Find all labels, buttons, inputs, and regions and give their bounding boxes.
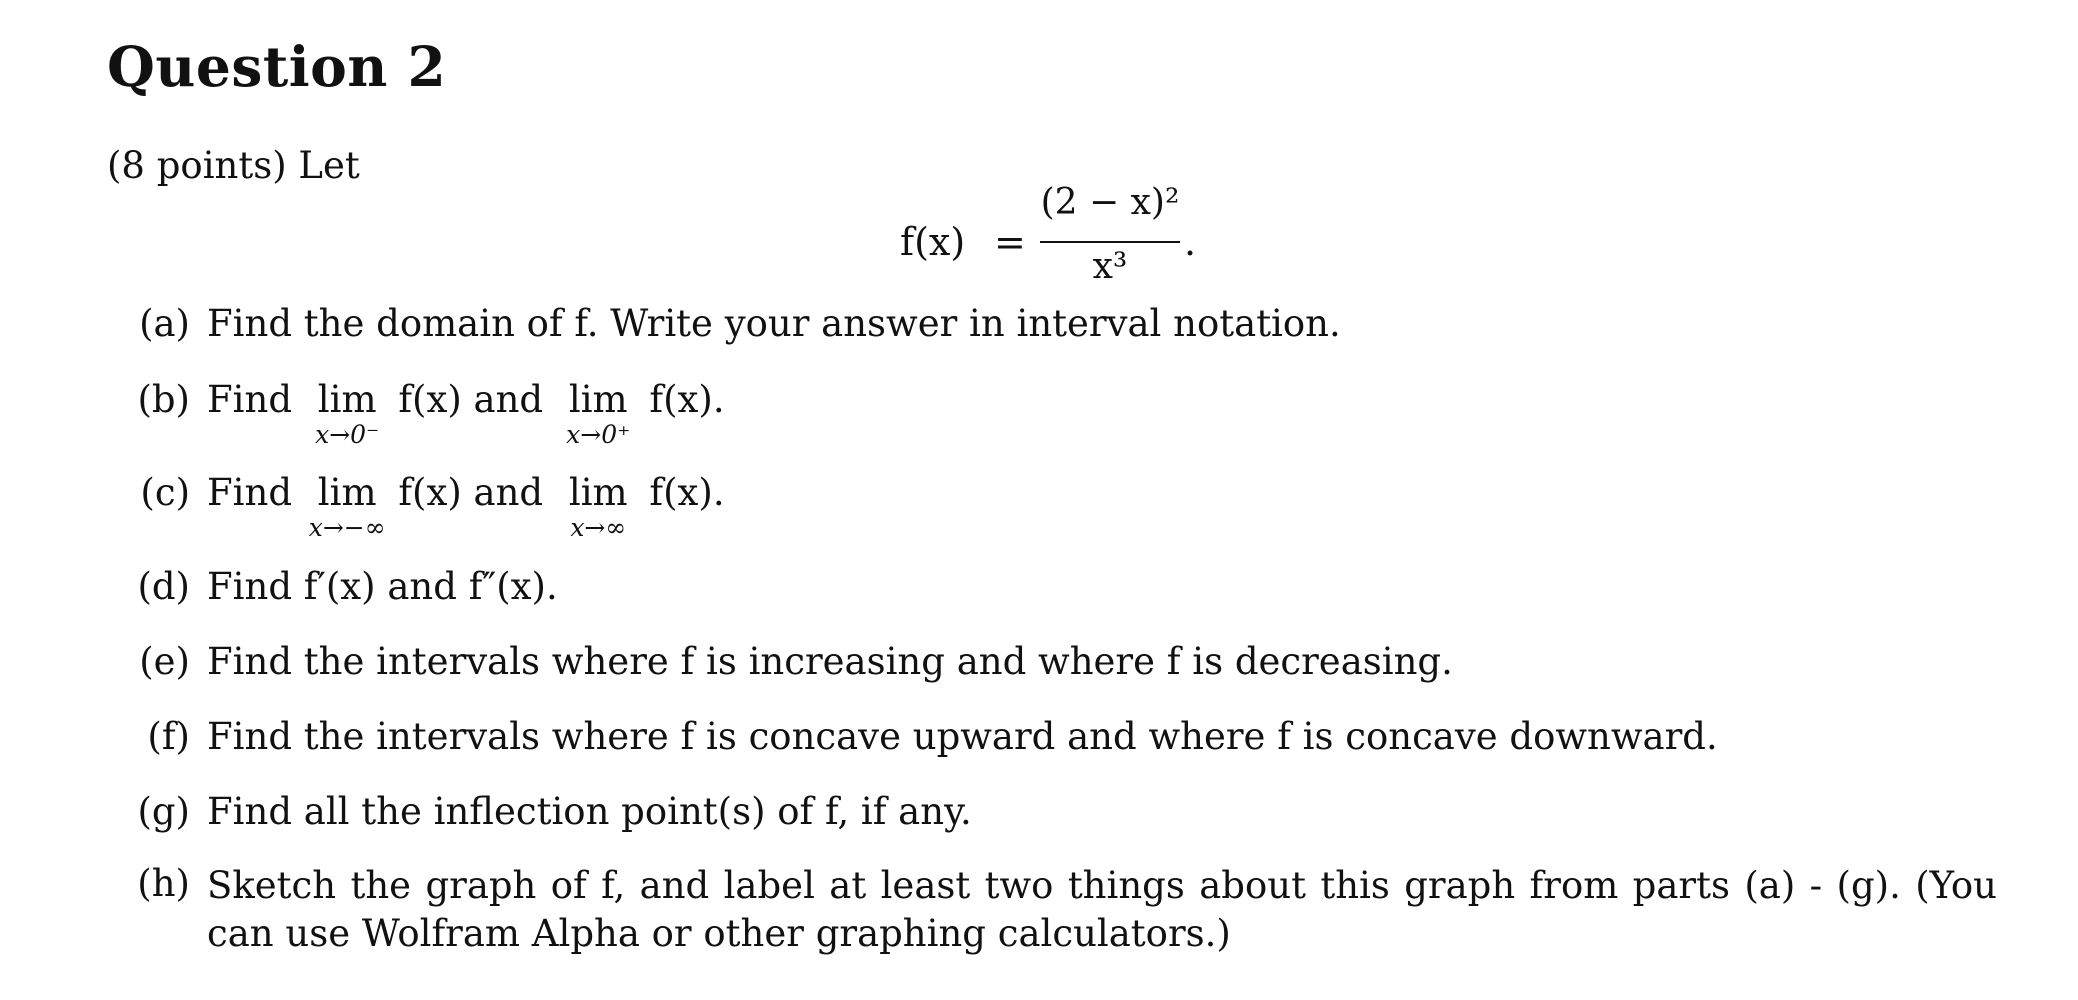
function-equation <box>900 182 1220 288</box>
item-prefix: Find <box>207 471 293 514</box>
limit-expression <box>568 471 628 542</box>
item-prefix: Find <box>207 378 293 421</box>
equation-equals: = <box>994 220 1026 264</box>
item-label: (e) <box>139 640 190 683</box>
item-label: (h) <box>137 862 190 905</box>
item-end: f(x). <box>649 471 725 514</box>
item-label: (b) <box>137 378 190 421</box>
limit-word: lim <box>568 378 628 421</box>
limit-word: lim <box>568 471 628 514</box>
question-intro: (8 points) Let <box>107 144 360 187</box>
item-label: (f) <box>147 715 190 758</box>
item-label: (c) <box>140 471 190 514</box>
equation-denominator: x³ <box>1092 246 1128 287</box>
limit-word: lim <box>317 471 377 514</box>
item-middle: f(x) and <box>398 471 544 514</box>
limit-subscript: x→−∞ <box>308 513 386 542</box>
item-text: Sketch the graph of f, and label at least two things about this graph from parts (a) - (g). (You can use Wolfram Alpha or other graphing calculators.) <box>207 864 1997 955</box>
item-text <box>207 378 725 449</box>
item-text: Find all the inflection point(s) of f, if any. <box>207 790 972 833</box>
limit-word: lim <box>317 378 377 421</box>
equation-period: . <box>1184 220 1197 264</box>
item-text: Find f′(x) and f″(x). <box>207 565 558 608</box>
item-middle: f(x) and <box>398 378 544 421</box>
limit-subscript: x→∞ <box>570 513 627 542</box>
question-heading: Question 2 <box>107 34 447 99</box>
equation-lhs: f(x) <box>900 220 966 264</box>
item-text: Find the intervals where f is increasing and where f is decreasing. <box>207 640 1453 683</box>
item-label: (g) <box>137 790 190 833</box>
limit-expression <box>315 378 380 449</box>
limit-expression <box>566 378 631 449</box>
equation-numerator: (2 − x)² <box>1040 182 1180 223</box>
item-text: Find the intervals where f is concave upward and where f is concave downward. <box>207 715 1718 758</box>
fraction-bar <box>1040 241 1180 243</box>
item-label: (a) <box>139 302 190 345</box>
item-text: Find the domain of f. Write your answer in interval notation. <box>207 302 1341 345</box>
equation-fraction <box>1040 182 1180 288</box>
limit-expression <box>308 471 386 542</box>
limit-subscript: x→0⁺ <box>566 420 631 449</box>
limit-subscript: x→0⁻ <box>315 420 380 449</box>
item-label: (d) <box>137 565 190 608</box>
item-end: f(x). <box>649 378 725 421</box>
item-text <box>207 471 725 542</box>
